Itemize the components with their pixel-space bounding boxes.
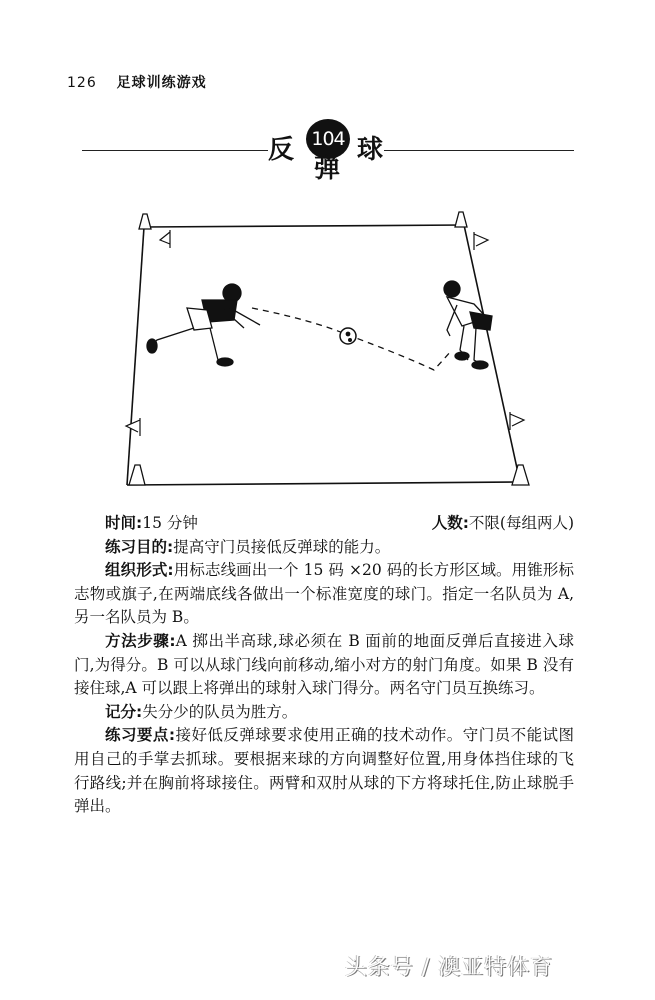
section-text: A 掷出半高球,球必须在 B 面前的地面反弹后直接进入球门,为得分。B 可以从球门线向前移动,缩小对方的射门角度。如果 B 没有接住球,A 可以跟上将弹出的球射入球门得分。两名守门员互换练习。	[74, 631, 575, 698]
running-head	[67, 72, 207, 92]
section-organization	[74, 559, 574, 630]
section-text: 失分少的队员为胜方。	[142, 702, 298, 721]
player-a-icon	[147, 284, 260, 366]
players-value: 不限(每组两人)	[468, 514, 574, 532]
flag-icon	[126, 230, 524, 436]
title-rule-left	[82, 150, 268, 151]
title-rule-right	[384, 150, 574, 151]
meta-row	[74, 512, 574, 536]
time-value: 15 分钟	[142, 514, 198, 532]
section-label: 练习要点:	[105, 726, 176, 745]
section-label: 组织形式:	[105, 561, 174, 580]
footer-watermark: 头条号 / 澳亚特体育	[345, 955, 554, 980]
players-label: 人数:	[431, 514, 469, 532]
section-scoring	[74, 701, 574, 725]
time-info	[105, 512, 198, 536]
players-info	[432, 512, 574, 536]
exercise-description	[74, 512, 574, 819]
section-label: 方法步骤:	[105, 631, 176, 650]
section-text: 提高守门员接低反弹球的能力。	[173, 537, 391, 556]
player-b-icon	[444, 281, 492, 369]
section-objective	[74, 536, 574, 560]
page-number: 126	[67, 75, 97, 91]
cone-icon	[129, 212, 529, 485]
title-char-1: 反	[268, 135, 295, 165]
section-label: 记分:	[105, 702, 143, 721]
title-char-3: 球	[357, 135, 384, 165]
section-text: 用标志线画出一个 15 码 ×20 码的长方形区域。用锥形标志物或旗子,在两端底线各做出一个标准宽度的球门。指定一名队员为 A,另一名队员为 B。	[74, 561, 574, 627]
book-title: 足球训练游戏	[116, 75, 207, 91]
exercise-number-badge: 104	[306, 119, 350, 159]
time-label: 时间:	[105, 514, 143, 532]
section-procedure	[74, 630, 574, 701]
soccer-ball-icon	[340, 328, 356, 344]
section-label: 练习目的:	[105, 537, 174, 556]
svg-text:PDG: PDG	[582, 824, 622, 859]
title-char-2: 弹	[314, 154, 341, 184]
section-text: 接好低反弹球要求使用正确的技术动作。守门员不能试图用自己的手掌去抓球。要根据来球的方向调整好位置,用身体挡住球的飞行路线;并在胸前将球接住。两臂和双肘从球的下方将球托住,防止球脱手弹出。	[74, 726, 574, 816]
drill-illustration	[112, 200, 532, 490]
section-key-points	[74, 724, 574, 818]
